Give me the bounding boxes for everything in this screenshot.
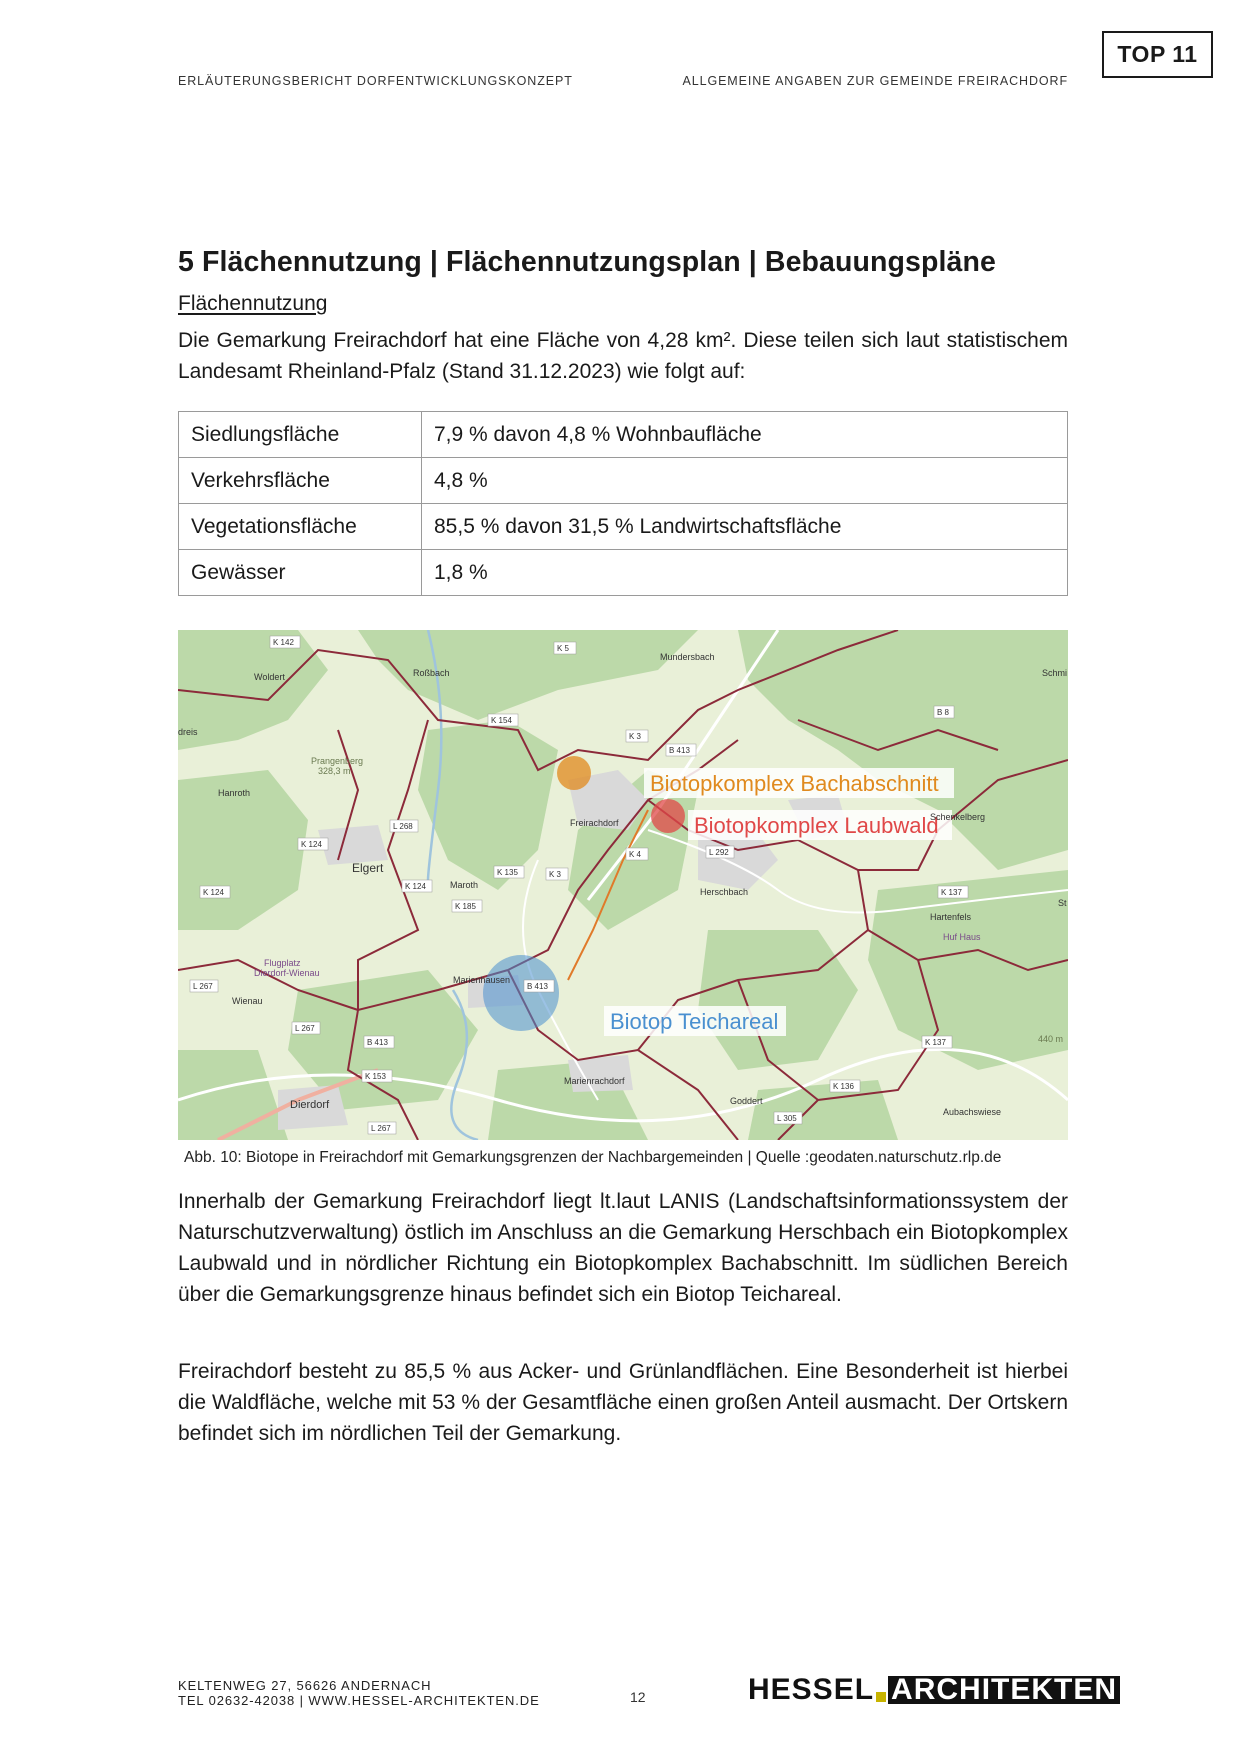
place-label: 440 m xyxy=(1038,1034,1064,1044)
place-label: dreis xyxy=(178,727,198,737)
road-label: B 413 xyxy=(367,1038,388,1047)
land-use-table xyxy=(178,411,1068,596)
label-teichareal: Biotop Teichareal xyxy=(610,1009,779,1034)
road-label: B 8 xyxy=(937,708,950,717)
company-logo xyxy=(748,1673,1120,1707)
footer-contact: TEL 02632-42038 | WWW.HESSEL-ARCHITEKTEN.DE xyxy=(178,1693,540,1708)
road-label: L 267 xyxy=(193,982,213,991)
figure-caption: Abb. 10: Biotope in Freirachdorf mit Gemarkungsgrenzen der Nachbargemeinden | Quelle :geodaten.naturschutz.rlp.de xyxy=(184,1149,1002,1166)
place-label: Schmi xyxy=(1042,668,1068,678)
section-subtitle: Flächennutzung xyxy=(178,292,328,315)
place-label: Hartenfels xyxy=(930,912,972,922)
place-label: Woldert xyxy=(254,672,285,682)
road-label: K 137 xyxy=(925,1038,946,1047)
footer-address-block xyxy=(178,1678,540,1708)
intro-paragraph: Die Gemarkung Freirachdorf hat eine Fläche von 4,28 km². Diese teilen sich laut statistischem Landesamt Rheinland-Pfalz (Stand 31.12.2023) wie folgt auf: xyxy=(178,329,1068,383)
table-cell-label: Gewässer xyxy=(179,550,422,596)
road-label: K 185 xyxy=(455,902,476,911)
table-row xyxy=(179,412,1068,458)
logo-text-left: HESSEL xyxy=(748,1673,875,1706)
road-label: B 413 xyxy=(669,746,690,755)
table-cell-label: Vegetationsfläche xyxy=(179,504,422,550)
table-cell-value: 7,9 % davon 4,8 % Wohnbaufläche xyxy=(422,412,1068,458)
table-row xyxy=(179,504,1068,550)
place-label: Goddert xyxy=(730,1096,763,1106)
road-label: K 4 xyxy=(629,850,642,859)
road-label: K 124 xyxy=(301,840,322,849)
road-label: K 137 xyxy=(941,888,962,897)
road-label: L 305 xyxy=(777,1114,797,1123)
road-label: B 413 xyxy=(527,982,548,991)
place-label: Mundersbach xyxy=(660,652,715,662)
logo-text-right: ARCHITEKTEN xyxy=(888,1676,1120,1704)
road-label: K 136 xyxy=(833,1082,854,1091)
body-paragraph: Innerhalb der Gemarkung Freirachdorf liegt lt.laut LANIS (Landschaftsinformationssystem der Naturschutzverwaltung) östlich im Anschluss an die Gemarkung Herschbach ein Biotopkomplex Laubwald und in nördlicher Richtung ein Biotopkomplex Bachabschnitt. Im südlichen Bereich über die Gemarkungsgrenze hinaus befindet sich ein Biotop Teichareal. xyxy=(178,1190,1068,1306)
table-cell-label: Verkehrsfläche xyxy=(179,458,422,504)
place-label: Huf Haus xyxy=(943,932,981,942)
road-label: K 153 xyxy=(365,1072,386,1081)
footer-address: KELTENWEG 27, 56626 ANDERNACH xyxy=(178,1678,432,1693)
place-label: Wienau xyxy=(232,996,263,1006)
place-label: Aubachswiese xyxy=(943,1107,1002,1117)
road-label: K 5 xyxy=(557,644,570,653)
place-label: Hanroth xyxy=(218,788,251,798)
road-label: K 3 xyxy=(549,870,562,879)
section-title: 5 Flächennutzung | Flächennutzungsplan | Bebauungspläne xyxy=(178,246,996,278)
place-label: Marienrachdorf xyxy=(564,1076,625,1086)
place-label: Dierdorf-Wienau xyxy=(254,968,320,978)
logo-dot xyxy=(876,1692,886,1702)
road-label: L 268 xyxy=(393,822,413,831)
place-label: St xyxy=(1058,898,1067,908)
marker-laubwald xyxy=(651,799,685,833)
place-label: Freirachdorf xyxy=(570,818,619,828)
page-number: 12 xyxy=(630,1689,646,1705)
table-cell-value: 1,8 % xyxy=(422,550,1068,596)
place-label: Dierdorf xyxy=(290,1099,330,1111)
road-label: K 124 xyxy=(203,888,224,897)
biotope-map xyxy=(178,630,1068,1140)
road-label: K 154 xyxy=(491,716,512,725)
road-label: K 3 xyxy=(629,732,642,741)
place-label: Marienhausen xyxy=(453,975,511,985)
header-right: ALLGEMEINE ANGABEN ZUR GEMEINDE FREIRACHDORF xyxy=(682,74,1068,88)
table-cell-label: Siedlungsfläche xyxy=(179,412,422,458)
road-label: K 142 xyxy=(273,638,294,647)
label-bachabschnitt: Biotopkomplex Bachabschnitt xyxy=(650,771,939,796)
marker-teichareal xyxy=(483,955,559,1031)
place-label: Roßbach xyxy=(413,668,450,678)
place-label: Maroth xyxy=(450,880,479,890)
place-label: 328,3 m xyxy=(318,766,351,776)
body-paragraph: Freirachdorf besteht zu 85,5 % aus Acker- und Grünlandflächen. Eine Besonderheit ist hierbei die Waldfläche, welche mit 53 % der Gesamtfläche einen großen Anteil ausmacht. Der Ortskern befindet sich im nördlichen Teil der Gemarkung. xyxy=(178,1360,1068,1445)
road-label: L 267 xyxy=(371,1124,391,1133)
place-label: Schenkelberg xyxy=(930,812,986,822)
place-label: Herschbach xyxy=(700,887,749,897)
table-row xyxy=(179,550,1068,596)
table-cell-value: 4,8 % xyxy=(422,458,1068,504)
marker-bachabschnitt xyxy=(557,756,591,790)
place-label: Elgert xyxy=(352,861,384,875)
table-cell-value: 85,5 % davon 31,5 % Landwirtschaftsfläche xyxy=(422,504,1068,550)
road-label: K 135 xyxy=(497,868,518,877)
place-label: Flugplatz xyxy=(264,958,301,968)
road-label: L 267 xyxy=(295,1024,315,1033)
road-label: L 292 xyxy=(709,848,729,857)
top-badge: TOP 11 xyxy=(1102,31,1213,78)
road-label: K 124 xyxy=(405,882,426,891)
label-laubwald: Biotopkomplex Laubwald xyxy=(694,813,939,838)
place-label: Prangenberg xyxy=(311,756,364,766)
header-left: ERLÄUTERUNGSBERICHT DORFENTWICKLUNGSKONZEPT xyxy=(178,74,573,88)
table-row xyxy=(179,458,1068,504)
